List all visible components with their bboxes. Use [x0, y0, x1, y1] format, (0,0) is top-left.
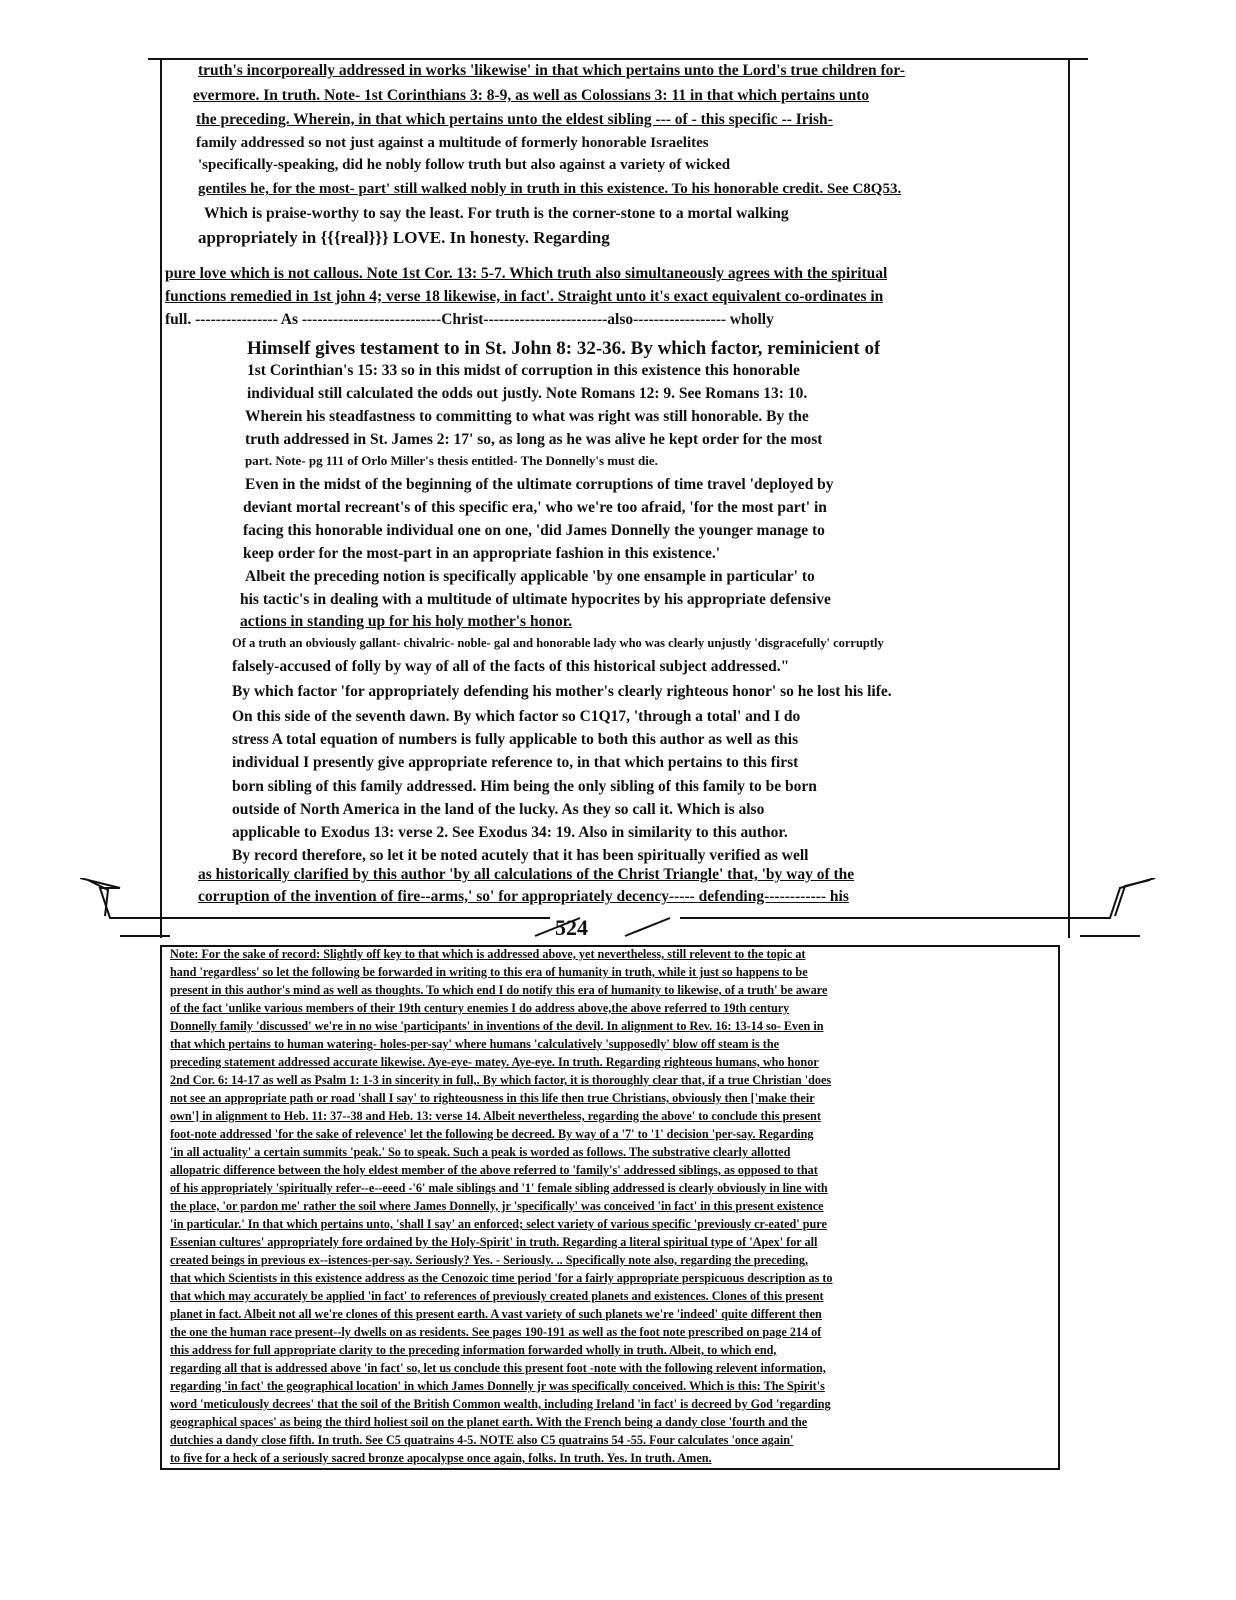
- footnote-line: 'in all actuality' a certain summits 'peak.' So to speak. Such a peak is worded as follows. The substrative clearly allotted: [170, 1145, 791, 1159]
- middle-line: part. Note- pg 111 of Orlo Miller's thesis entitled- The Donnelly's must die.: [245, 453, 658, 468]
- upper-line: 'specifically-speaking, did he nobly follow truth but also against a variety of wicked: [198, 157, 731, 173]
- footnote-line: this address for full appropriate clarity to the preceding information forwarded wholly in truth. Albeit, to which end,: [170, 1343, 777, 1357]
- footnote-line: 'in particular.' In that which pertains unto, 'shall I say' an enforced; select variety of various specific 'previously cr-eated' pure: [170, 1217, 827, 1231]
- footnote-line: to five for a heck of a seriously sacred bronze apocalypse once again, folks. In truth. Yes. In truth. Amen.: [170, 1451, 712, 1465]
- page-divider-bracket: [80, 878, 1160, 948]
- upper-line: truth's incorporeally addressed in works 'likewise' in that which pertains unto the Lord's true children for-: [198, 62, 905, 79]
- middle-line: individual still calculated the odds out justly. Note Romans 12: 9. See Romans 13: 10.: [247, 385, 808, 402]
- footnote-line: word 'meticulously decrees' that the soil of the British Common wealth, including Ireland 'in fact' is decreed by God 'regarding: [170, 1397, 831, 1411]
- middle-line: facing this honorable individual one on one, 'did James Donnelly the younger manage to: [243, 522, 825, 539]
- middle-line: outside of North America in the land of the lucky. As they so call it. Which is also: [232, 801, 765, 818]
- footnote-line: that which pertains to human watering- holes-per-say' where humans 'calculatively 'supposedly' blow off steam is the: [170, 1037, 780, 1051]
- middle-line: By record therefore, so let it be noted acutely that it has been spiritually verified as well: [232, 847, 809, 864]
- upper-line: Which is praise-worthy to say the least. For truth is the corner-stone to a mortal walking: [204, 205, 789, 222]
- footnote-line: preceding statement addressed accurate likewise. Aye-eye- matey. Aye-eye. In truth. Regarding righteous humans, who honor: [170, 1055, 819, 1069]
- footnote-line: Donnelly family 'discussed' we're in no wise 'participants' in inventions of the devil. In alignment to Rev. 16: 13-14 so- Even in: [170, 1019, 824, 1033]
- lower-line: as historically clarified by this author 'by all calculations of the Christ Triangle' that, 'by way of the: [198, 866, 855, 883]
- frame-top-line: [148, 58, 1088, 60]
- footnote-line: planet in fact. Albeit not all we're clones of this present earth. A vast variety of such planets we're 'indeed' quite different then: [170, 1307, 822, 1321]
- middle-line: Wherein his steadfastness to committing to what was right was still honorable. By the: [245, 408, 809, 425]
- frame-right-line: [1068, 58, 1070, 938]
- middle-line: stress A total equation of numbers is fully applicable to both this author as well as this: [232, 731, 799, 748]
- footnote-line: regarding 'in fact' the geographical location' in which James Donnelly jr was specifically conceived. Which is this: The Spirit's: [170, 1379, 825, 1393]
- middle-line: individual I presently give appropriate reference to, in that which pertains to this first: [232, 754, 799, 771]
- middle-line: truth addressed in St. James 2: 17' so, as long as he was alive he kept order for the most: [245, 431, 823, 448]
- footnote-line: foot-note addressed 'for the sake of relevence' let the following be decreed. By way of a '7' to '1' decision 'per-say. Regarding: [170, 1127, 814, 1141]
- footnote-line: of his appropriately 'spiritually refer--e--eeed -'6' male siblings and '1' female sibling addressed is clearly obviously in line with: [170, 1181, 828, 1195]
- footnote-line: Essenian cultures' appropriately fore ordained by the Holy-Spirit' in truth. Regarding a literal spiritual type of 'Apex' for all: [170, 1235, 818, 1249]
- middle-line: his tactic's in dealing with a multitude of ultimate hypocrites by his appropriate defensive: [240, 591, 831, 608]
- page-number: 524: [555, 915, 588, 940]
- middle-line: actions in standing up for his holy mother's honor.: [240, 613, 573, 630]
- footnote-line: geographical spaces' as being the third holiest soil on the planet earth. With the French being a dandy close 'fourth and the: [170, 1415, 808, 1429]
- middle-line: born sibling of this family addressed. Him being the only sibling of this family to be born: [232, 778, 817, 795]
- upper-line: full. ---------------- As ---------------------------Christ------------------------also------------------ wholly: [165, 311, 774, 328]
- footnote-line: regarding all that is addressed above 'in fact' so, let us conclude this present foot -note with the following relevent information,: [170, 1361, 826, 1375]
- footnote-line: Note: For the sake of record: Slightly off key to that which is addressed above, yet nevertheless, still relevent to the topic at: [170, 947, 806, 961]
- upper-line: gentiles he, for the most- part' still walked nobly in truth in this existence. To his honorable credit. See C8Q53.: [198, 181, 902, 197]
- footnote-line: created beings in previous ex--istences-per-say. Seriously? Yes. - Seriously. .. Specifically note also, regarding the preceding,: [170, 1253, 809, 1267]
- upper-line: appropriately in {{{real}}} LOVE. In honesty. Regarding: [198, 228, 610, 247]
- footnote-line: the one the human race present--ly dwells on as residents. See pages 190-191 as well as the foot note prescribed on page 214 of: [170, 1325, 822, 1339]
- footnote-line: the place, 'or pardon me' rather the soil where James Donnelly, jr 'specifically' was conceived 'in fact' in this present existence: [170, 1199, 824, 1213]
- middle-line: applicable to Exodus 13: verse 2. See Exodus 34: 19. Also in similarity to this author.: [232, 824, 788, 841]
- footnote-line: dutchies a dandy close fifth. In truth. See C5 quatrains 4-5. NOTE also C5 quatrains 54 -55. Four calculates 'once again': [170, 1433, 794, 1447]
- upper-line: the preceding. Wherein, in that which pertains unto the eldest sibling --- of - this specific -- Irish-: [196, 111, 833, 128]
- footnote-line: not see an appropriate path or road 'shall I say' to righteousness in this life then true Christians, obviously then ['make their: [170, 1091, 815, 1105]
- middle-line: keep order for the most-part in an appropriate fashion in this existence.': [243, 545, 721, 562]
- footnote-line: own'] in alignment to Heb. 11: 37--38 and Heb. 13: verse 14. Albeit nevertheless, regarding the above' to conclude this present: [170, 1109, 821, 1123]
- frame-left-line: [160, 58, 162, 938]
- middle-line: Even in the midst of the beginning of the ultimate corruptions of time travel 'deployed by: [245, 476, 834, 493]
- footnote-line: that which Scientists in this existence address as the Cenozoic time period 'for a fairly appropriate perspicuous description as to: [170, 1271, 833, 1285]
- middle-line: deviant mortal recreant's of this specific era,' who we're too afraid, 'for the most part' in: [243, 499, 827, 516]
- footnote-line: hand 'regardless' so let the following be forwarded in writing to this era of humanity in truth, while it just so happens to be: [170, 965, 808, 979]
- footnote-box: [160, 945, 1060, 1470]
- footnote-line: of the fact 'unlike various members of their 19th century enemies I do address above,the above referred to 19th century: [170, 1001, 790, 1015]
- middle-line: 1st Corinthian's 15: 33 so in this midst of corruption in this existence this honorable: [247, 362, 800, 379]
- upper-line: evermore. In truth. Note- 1st Corinthians 3: 8-9, as well as Colossians 3: 11 in that which pertains unto: [193, 87, 870, 104]
- footnote-line: present in this author's mind as well as thoughts. To which end I do notify this era of humanity to likewise, of a truth' be aware: [170, 983, 828, 997]
- upper-line: pure love which is not callous. Note 1st Cor. 13: 5-7. Which truth also simultaneously agrees with the spiritual: [165, 265, 888, 282]
- middle-line: falsely-accused of folly by way of all of the facts of this historical subject addressed.": [232, 658, 790, 675]
- middle-line: Himself gives testament to in St. John 8: 32-36. By which factor, reminicient of: [247, 338, 881, 359]
- footnote-line: 2nd Cor. 6: 14-17 as well as Psalm 1: 1-3 in sincerity in full,. By which factor, it is thoroughly clear that, if a true Christian 'does: [170, 1073, 832, 1087]
- upper-line: family addressed so not just against a multitude of formerly honorable Israelites: [196, 135, 709, 151]
- middle-line: By which factor 'for appropriately defending his mother's clearly righteous honor' so he lost his life.: [232, 683, 892, 700]
- lower-line: corruption of the invention of fire--arms,' so' for appropriately decency----- defending------------ his: [198, 888, 849, 905]
- middle-line: Of a truth an obviously gallant- chivalric- noble- gal and honorable lady who was clearly unjustly 'disgracefully' corruptly: [232, 636, 884, 650]
- footnote-line: allopatric difference between the holy eldest member of the above referred to 'family's' addressed siblings, as opposed to that: [170, 1163, 818, 1177]
- middle-line: On this side of the seventh dawn. By which factor so C1Q17, 'through a total' and I do: [232, 708, 801, 725]
- footnote-line: that which may accurately be applied 'in fact' to references of previously created planets and existences. Clones of this present: [170, 1289, 824, 1303]
- upper-line: functions remedied in 1st john 4; verse 18 likewise, in fact'. Straight unto it's exact equivalent co-ordinates in: [165, 288, 884, 305]
- middle-line: Albeit the preceding notion is specifically applicable 'by one ensample in particular' to: [245, 568, 815, 585]
